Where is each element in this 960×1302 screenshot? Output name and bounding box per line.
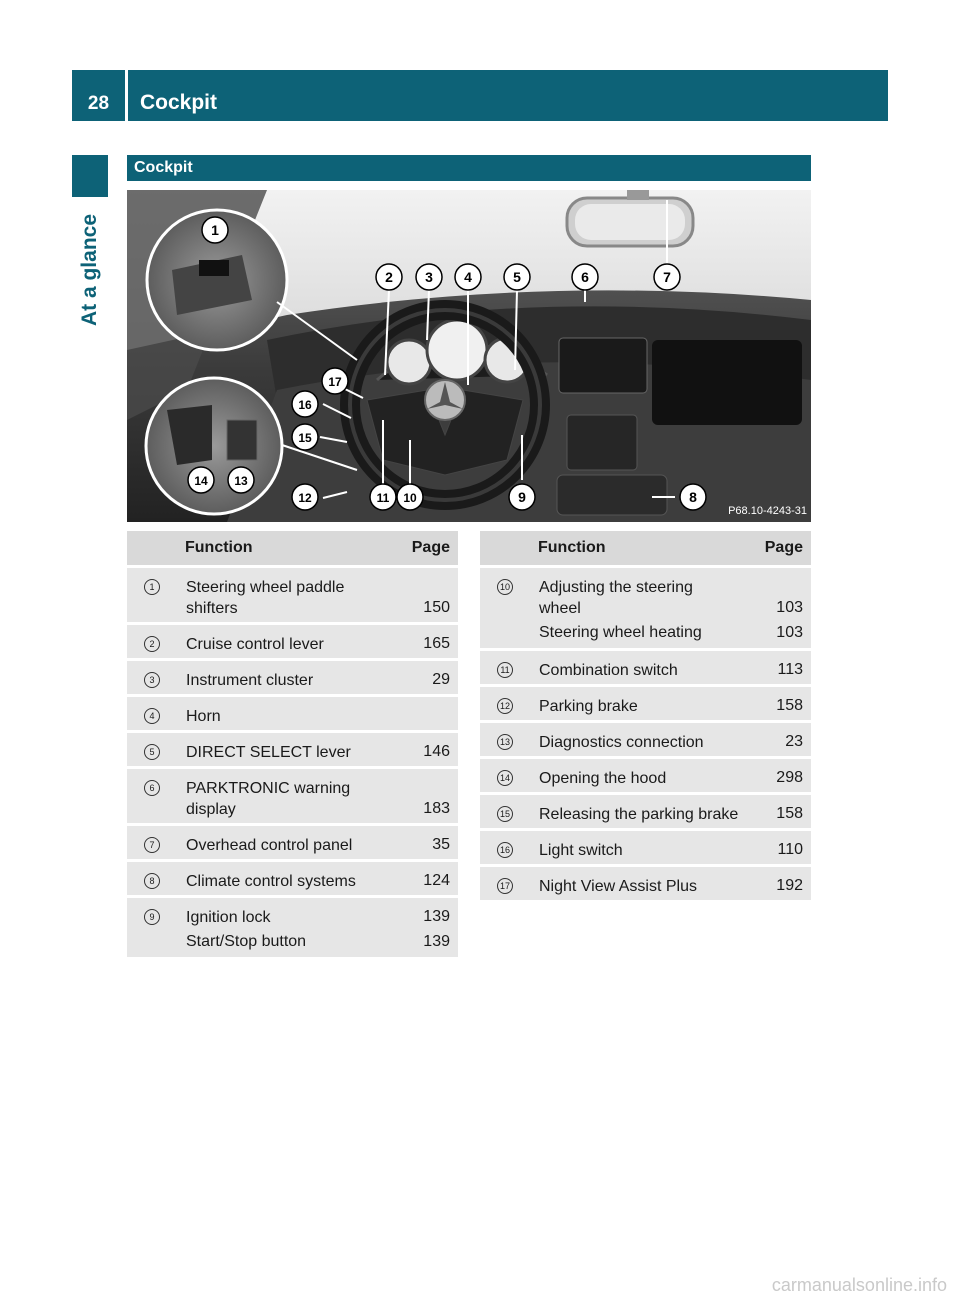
watermark: carmanualsonline.info — [771, 1275, 947, 1295]
function-label — [530, 650, 760, 686]
callout-number: 7 — [144, 837, 160, 853]
page-reference[interactable]: 150 — [400, 567, 458, 624]
callout-label: 4 — [464, 269, 472, 285]
page-reference[interactable]: 158 — [760, 794, 811, 830]
row-number — [127, 624, 177, 660]
callout-label: 13 — [234, 474, 248, 488]
callout-number: 8 — [144, 873, 160, 889]
row-number — [127, 768, 177, 825]
callout-marker — [572, 264, 598, 290]
figure-code: P68.10-4243-31 — [728, 505, 807, 517]
page-reference[interactable]: 183 — [400, 768, 458, 825]
callout-marker — [397, 484, 423, 510]
callout-number: 5 — [144, 744, 160, 760]
row-number — [480, 650, 530, 686]
function-label — [177, 567, 400, 624]
table-row — [127, 931, 458, 957]
function-label — [177, 696, 400, 732]
callout-label: 2 — [385, 269, 393, 285]
row-number — [127, 696, 177, 732]
callout-number: 4 — [144, 708, 160, 724]
page-reference[interactable]: 165 — [400, 624, 458, 660]
table-row — [127, 624, 458, 660]
function-label — [530, 686, 760, 722]
page-reference[interactable]: 23 — [760, 722, 811, 758]
table-row — [127, 660, 458, 696]
callout-number: 15 — [497, 806, 513, 822]
function-line: Night View Assist Plus — [539, 878, 697, 895]
function-label — [177, 897, 400, 932]
cockpit-figure — [127, 190, 811, 522]
function-label — [530, 567, 760, 623]
function-line: display — [186, 801, 236, 818]
table-row — [480, 758, 811, 794]
function-label — [530, 866, 760, 901]
function-line: Light switch — [539, 842, 623, 859]
callout-label: 9 — [518, 489, 526, 505]
callout-marker — [654, 264, 680, 290]
callout-marker — [228, 467, 254, 493]
function-line: Combination switch — [539, 662, 678, 679]
row-number — [480, 722, 530, 758]
callout-marker — [292, 391, 318, 417]
function-line: Steering wheel heating — [539, 624, 702, 641]
table-header-function: Function — [177, 531, 400, 567]
callout-marker — [455, 264, 481, 290]
table-row — [127, 567, 458, 624]
row-number — [480, 622, 530, 650]
function-line: PARKTRONIC warning — [186, 780, 351, 797]
table-row — [127, 861, 458, 897]
function-label — [177, 931, 400, 957]
callout-number: 10 — [497, 579, 513, 595]
page-reference[interactable]: 146 — [400, 732, 458, 768]
callout-label: 5 — [513, 269, 521, 285]
callout-label: 10 — [403, 491, 417, 505]
table-row — [480, 722, 811, 758]
callout-marker — [292, 424, 318, 450]
function-line: Steering wheel paddle — [186, 579, 345, 596]
page-title: Cockpit — [140, 91, 218, 114]
function-label — [530, 758, 760, 794]
function-line: Opening the hood — [539, 770, 667, 787]
row-number — [480, 794, 530, 830]
row-number — [127, 732, 177, 768]
callout-label: 12 — [298, 491, 312, 505]
callout-number: 9 — [144, 909, 160, 925]
function-label — [177, 861, 400, 897]
row-number — [127, 861, 177, 897]
row-number — [480, 830, 530, 866]
callout-number: 12 — [497, 698, 513, 714]
function-label — [177, 660, 400, 696]
row-number — [480, 866, 530, 901]
table-header-function: Function — [530, 531, 760, 567]
function-line: DIRECT SELECT lever — [186, 744, 351, 761]
table-row — [127, 732, 458, 768]
function-label — [177, 624, 400, 660]
callout-label: 3 — [425, 269, 433, 285]
table-row — [480, 830, 811, 866]
row-number — [127, 825, 177, 861]
function-line: Overhead control panel — [186, 837, 353, 854]
function-label — [177, 825, 400, 861]
function-table-left — [127, 531, 458, 957]
function-line: Ignition lock — [186, 909, 271, 926]
function-label — [177, 732, 400, 768]
table-row — [127, 696, 458, 732]
callout-label: 1 — [211, 222, 219, 238]
callout-number: 2 — [144, 636, 160, 652]
function-line: Start/Stop button — [186, 933, 307, 950]
table-row — [480, 686, 811, 722]
side-tab-label: At a glance — [78, 213, 101, 327]
callout-number: 3 — [144, 672, 160, 688]
page-reference[interactable]: 124 — [400, 861, 458, 897]
callout-marker — [188, 467, 214, 493]
page-reference[interactable]: 35 — [400, 825, 458, 861]
page-reference[interactable]: 103 — [760, 622, 811, 650]
page-reference[interactable]: 298 — [760, 758, 811, 794]
function-label — [177, 768, 400, 825]
row-number — [480, 567, 530, 623]
function-line: Releasing the parking brake — [539, 806, 739, 823]
section-title: Cockpit — [127, 155, 811, 181]
callout-label: 7 — [663, 269, 671, 285]
table-row — [127, 768, 458, 825]
rearview-mirror — [567, 190, 693, 246]
callout-label: 14 — [194, 474, 208, 488]
table-row — [127, 897, 458, 932]
page-reference[interactable]: 110 — [760, 830, 811, 866]
table-row — [480, 866, 811, 901]
page-reference[interactable]: 113 — [760, 650, 811, 686]
page-number: 28 — [87, 93, 110, 114]
function-line: wheel — [539, 600, 581, 617]
callout-number: 16 — [497, 842, 513, 858]
callout-number: 17 — [497, 878, 513, 894]
page-reference[interactable]: 158 — [760, 686, 811, 722]
inset-footwell — [146, 378, 282, 514]
function-line: Horn — [186, 708, 221, 725]
function-line: Diagnostics connection — [539, 734, 704, 751]
table-header-number — [480, 531, 530, 567]
side-tab-marker — [72, 155, 108, 197]
callout-marker — [292, 484, 318, 510]
row-number — [127, 660, 177, 696]
page-reference[interactable]: 192 — [760, 866, 811, 901]
function-label — [530, 830, 760, 866]
side-tab — [72, 200, 108, 340]
table-header-page: Page — [760, 531, 811, 567]
page-reference[interactable]: 139 — [400, 931, 458, 957]
callout-marker — [680, 484, 706, 510]
function-label — [530, 622, 760, 650]
row-number — [127, 897, 177, 932]
table-row — [127, 825, 458, 861]
callout-number: 13 — [497, 734, 513, 750]
function-line: Climate control systems — [186, 873, 356, 890]
table-header-page: Page — [400, 531, 458, 567]
function-label — [530, 794, 760, 830]
callout-number: 6 — [144, 780, 160, 796]
callout-marker — [509, 484, 535, 510]
function-line: Instrument cluster — [186, 672, 314, 689]
callout-marker — [376, 264, 402, 290]
callout-marker — [370, 484, 396, 510]
page-reference[interactable]: 139 — [400, 897, 458, 932]
callout-marker — [202, 217, 228, 243]
row-number — [127, 567, 177, 624]
callout-label: 16 — [298, 398, 312, 412]
function-line: Parking brake — [539, 698, 638, 715]
table-header-number — [127, 531, 177, 567]
function-line: Cruise control lever — [186, 636, 324, 653]
callout-label: 6 — [581, 269, 589, 285]
table-row — [480, 794, 811, 830]
page-reference[interactable]: 29 — [400, 660, 458, 696]
callout-marker — [322, 368, 348, 394]
table-row — [480, 567, 811, 623]
table-row — [480, 650, 811, 686]
function-line: shifters — [186, 600, 238, 617]
callout-marker — [416, 264, 442, 290]
callout-marker — [504, 264, 530, 290]
callout-label: 8 — [689, 489, 697, 505]
callout-number: 14 — [497, 770, 513, 786]
row-number — [480, 758, 530, 794]
table-row — [480, 622, 811, 650]
function-table-right — [480, 531, 811, 900]
page-reference[interactable]: 103 — [760, 567, 811, 623]
callout-number: 11 — [497, 662, 513, 678]
callout-number: 1 — [144, 579, 160, 595]
callout-label: 15 — [298, 431, 312, 445]
function-line: Adjusting the steering — [539, 579, 693, 596]
callout-label: 17 — [328, 375, 342, 389]
callout-label: 11 — [376, 491, 390, 505]
row-number — [127, 931, 177, 957]
function-label — [530, 722, 760, 758]
page-reference[interactable] — [400, 696, 458, 732]
header-divider — [125, 70, 128, 121]
row-number — [480, 686, 530, 722]
